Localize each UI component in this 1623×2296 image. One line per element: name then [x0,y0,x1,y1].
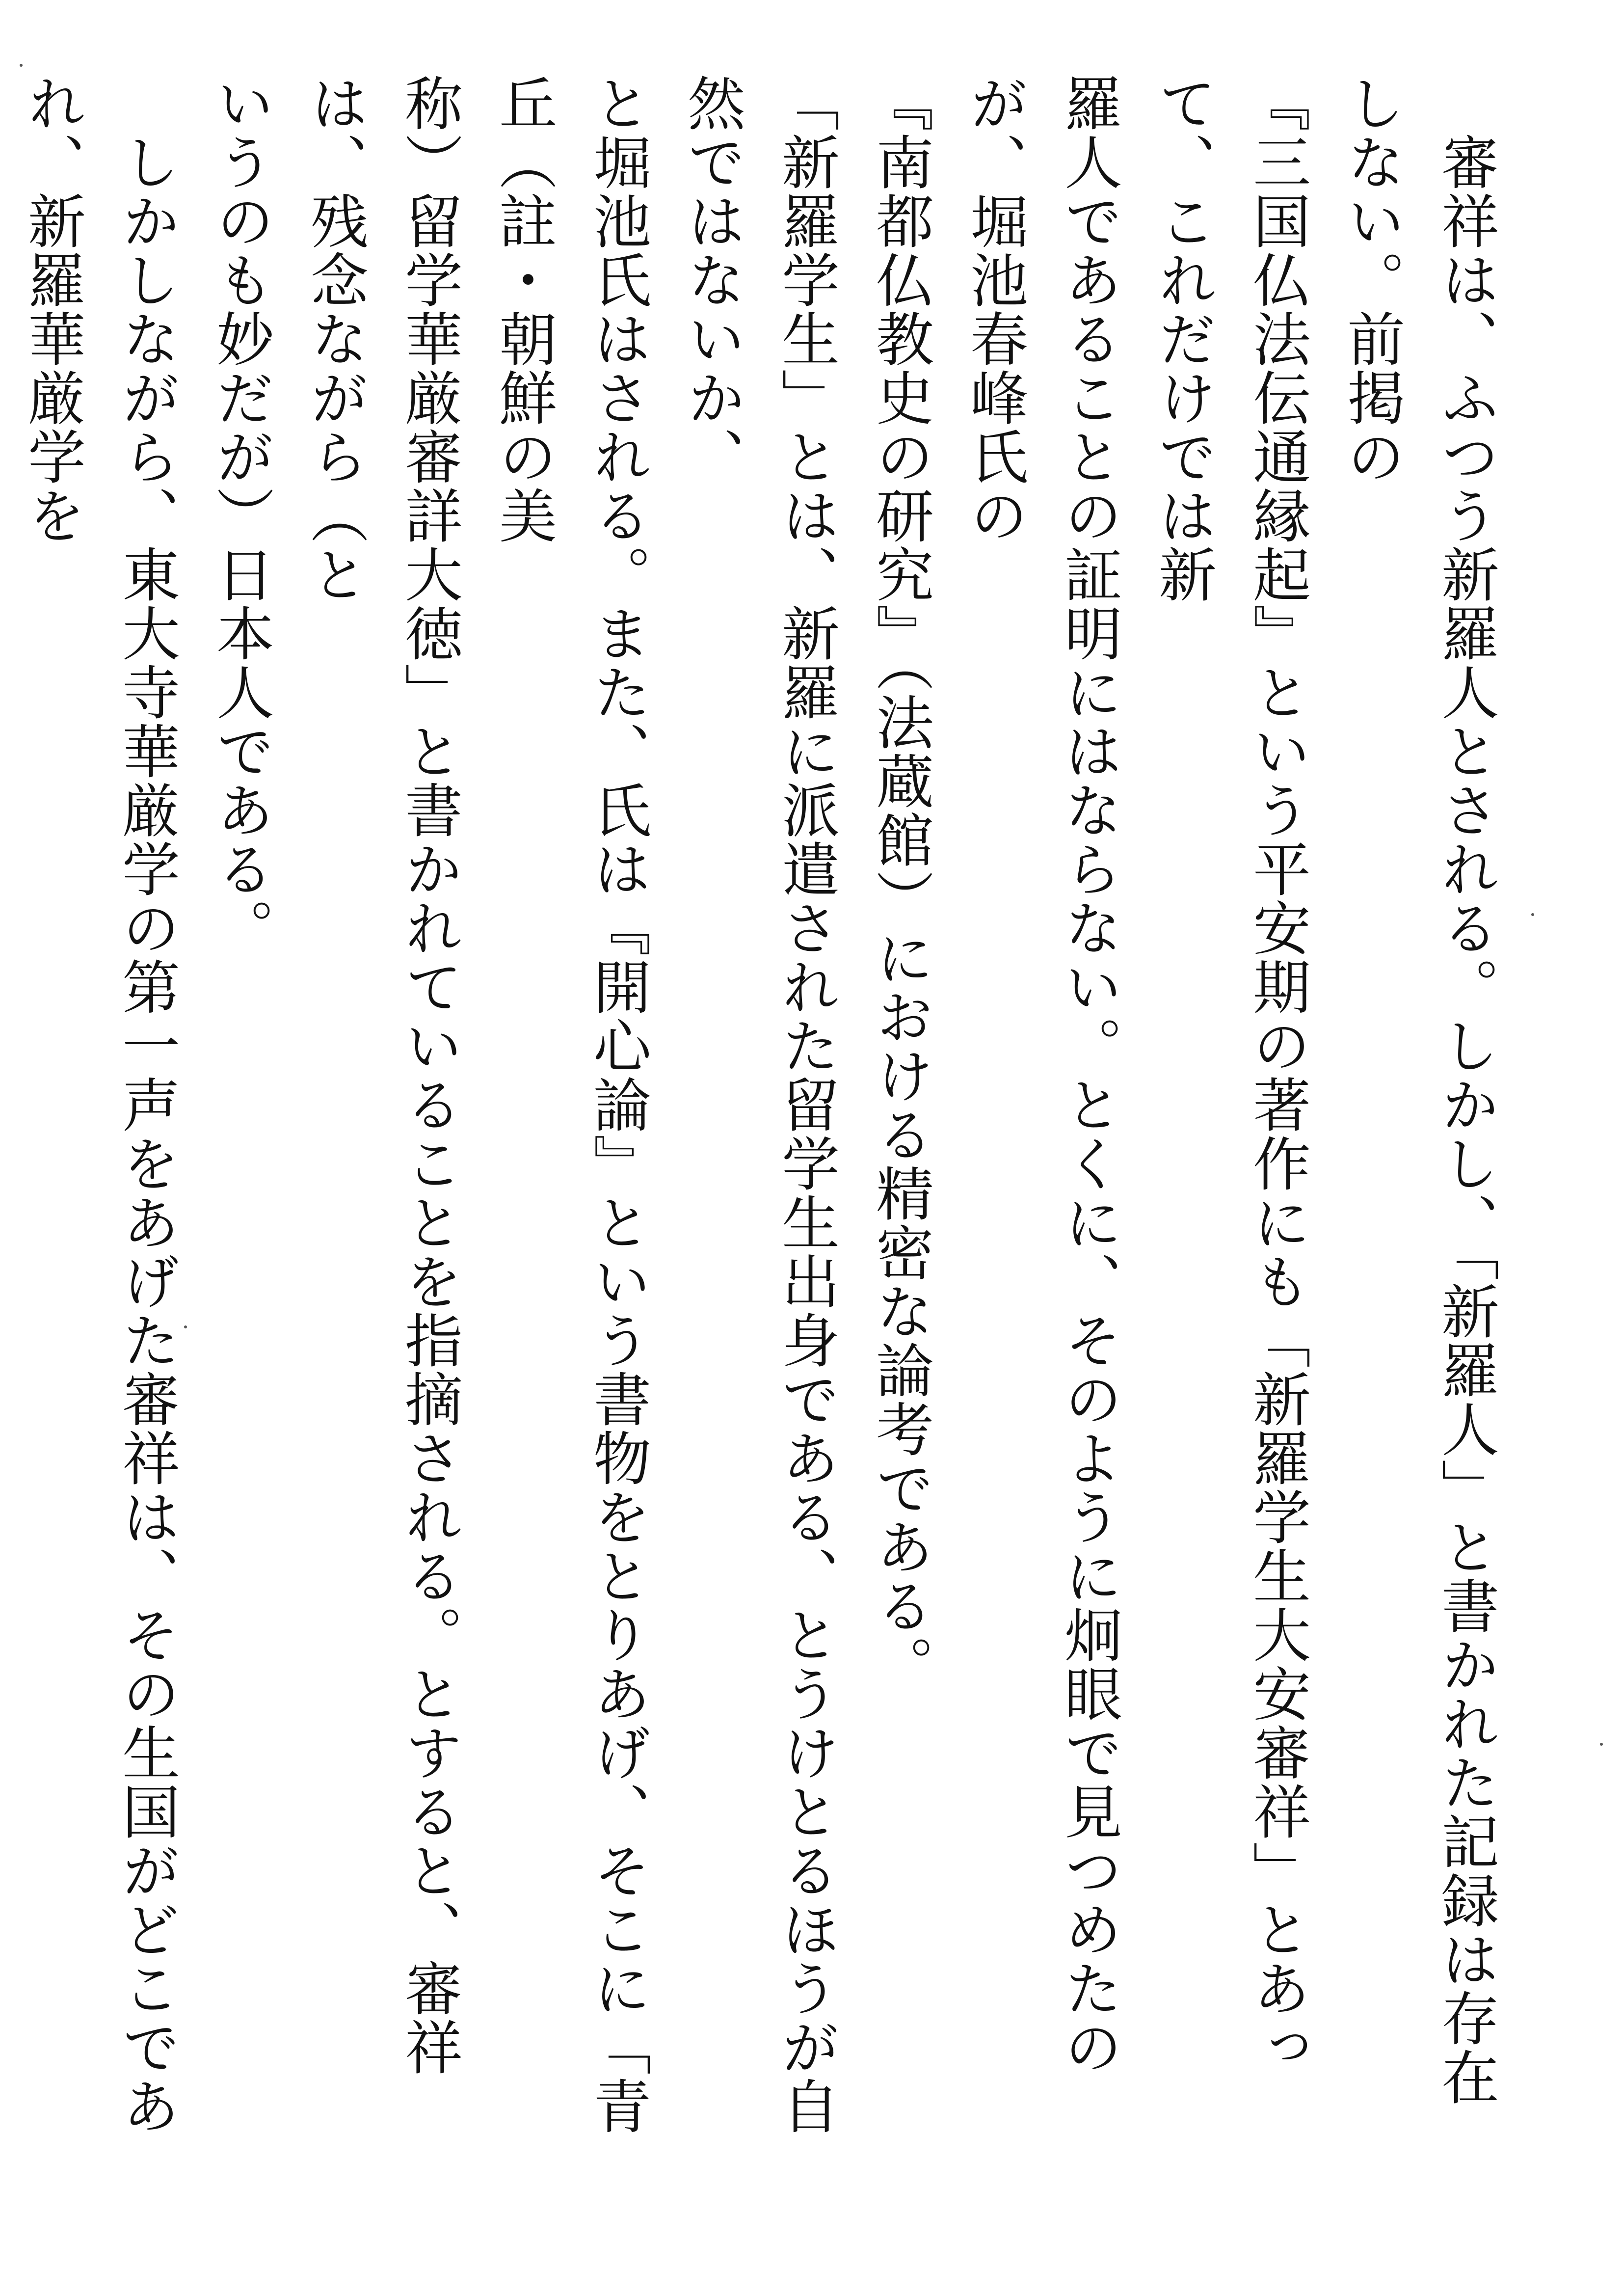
vertical-text-column [0,74,1513,2160]
scan-speck [20,64,23,67]
scan-speck [184,1325,187,1328]
scan-speck [1531,913,1534,916]
scan-speck [1600,1743,1603,1746]
paragraph-shinjo-origin: 審祥は、ふつう新羅人とされる。しかし、「新羅人」と書かれた記録は存在しない。前掲の 『三国仏法伝通縁起』という平安期の著作にも「新羅学生大安審祥」とあって、これだけでは新 羅人であることの証明にはならない。とくに、そのように炯眼で見つめたのが、堀池春峰氏の 『南都仏教史の研究』（法蔵館）における精密な論考である。 「新羅学生」とは、新羅に派遣された留学生出身である、とうけとるほうが自然ではないか、 と堀池氏はされる。また、氏は『開心論』という書物をとりあげ、そこに「青丘（註・朝鮮の美 称）留学華厳審詳大徳」と書かれていることを指摘される。とすると、審祥は、残念ながら（と いうのも妙だが）日本人である。 しかしながら、東大寺華厳学の第一声をあげた審祥は、その生国がどこであれ、新羅華厳学を [18,74,1499,2135]
